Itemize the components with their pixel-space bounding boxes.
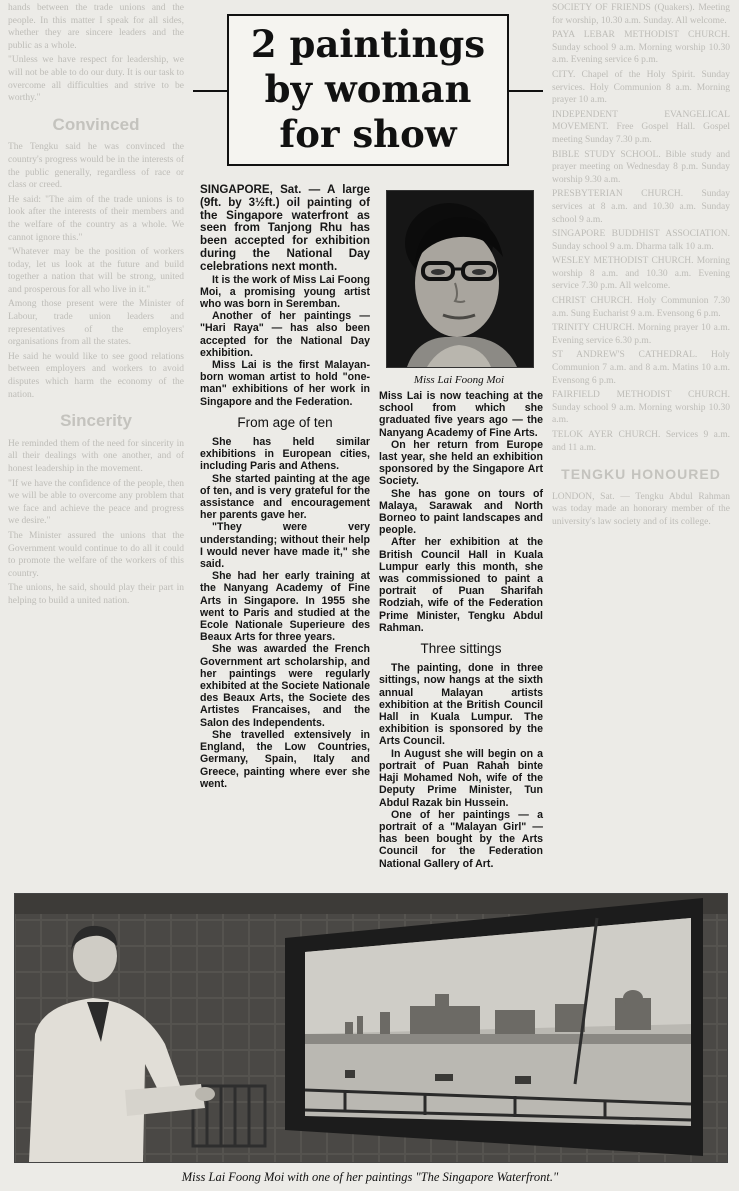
article-paragraph: She was awarded the French Government art scholarship, and her paintings were regularly exhibited at the Societe Nationale des Beaux Arts, the Societe des Artistes Francaises, and the Salon des Independents. bbox=[200, 643, 370, 729]
headline-line-2: by woman bbox=[264, 67, 472, 111]
headline-line-1: 2 paintings bbox=[250, 22, 486, 66]
article-paragraph: On her return from Europe last year, she held an exhibition sponsored by the Singapore Art Society. bbox=[379, 438, 543, 488]
headline-rule-right bbox=[509, 90, 543, 92]
painting-photo-image bbox=[15, 894, 727, 1162]
article-paragraph: Another of her paintings — "Hari Raya" — has also been accepted for the National Day exhibition. bbox=[200, 310, 370, 359]
article-paragraph: One of her paintings — a portrait of a "Malayan Girl" — has been bought by the Arts Council for the Federation National Gallery of Art. bbox=[379, 808, 543, 870]
article-paragraph: In August she will begin on a portrait of Puan Rahah binte Haji Mohamed Noh, wife of the Deputy Prime Minister, Tun Abdul Razak bin Hussein. bbox=[379, 747, 543, 809]
headline-line-3: for show bbox=[279, 112, 457, 156]
adjacent-heading-tengku-honoured: TENGKU HONOURED bbox=[561, 466, 721, 483]
article-column-1 bbox=[200, 184, 370, 790]
portrait-caption: Miss Lai Foong Moi bbox=[413, 374, 505, 386]
adjacent-article-left: hands between the trade unions and the people. In this matter I speak for all sides, whether they are sincere leaders and the public as a whole. "Unless we have respect for leadership, we will not be able to do our duty. It is our task to overcome all difficulties and strive to be worthy." Convinced The Tengku said he was convinced the country's progress would be in the interests of the public generally, regardless of race or class or creed. He said: "The aim of the trade unions is to look after the interests of their members and the welfare of the country as a whole. We cannot ignore this." "Whatever may be the position of workers today, let us look at the future and build together a nation that will be strong, united and prosperous for all who live in it." Among those present were the Minister of Labour, trade union leaders and representatives of the employers' organisations from all the states. He said he would like to see good relations between employers and workers to avoid disputes which harm the economy of the nation. Sincerity He reminded them of the need for sincerity in all their dealings with one another, and of honest leadership in the movement. "If we have the confidence of the people, then we will be able to overcome any problem that we face and achieve the peace and progress we desire." The Minister assured the unions that the Government would continue to do all it could to promote the welfare of the workers of this country. The unions, he said, should play their part in helping to build a united nation. bbox=[8, 3, 184, 606]
article-column-2 bbox=[379, 390, 543, 870]
article-paragraph: After her exhibition at the British Council Hall in Kuala Lumpur early this month, she was commissioned to paint a portrait of Puan Sharifah Rodziah, wife of the Federation Prime Minister, Tengku Abdul Rahman. bbox=[379, 536, 543, 634]
subheading-three-sittings: Three sittings bbox=[420, 641, 502, 657]
article-paragraph: She has held similar exhibitions in European cities, including Paris and Athens. bbox=[200, 436, 370, 473]
adjacent-heading-convinced: Convinced bbox=[52, 114, 140, 134]
headline-rule-left bbox=[193, 90, 227, 92]
adjacent-heading-sincerity: Sincerity bbox=[60, 411, 132, 431]
adjacent-notices-right: SOCIETY OF FRIENDS (Quakers). Meeting for worship, 10.30 a.m. Sunday. All welcome. PAYA LEBAR METHODIST CHURCH. Sunday school 9 a.m. Morning worship 10.30 a.m. Evening service 6 p.m. CITY. Chapel of the Holy Spirit. Sunday services. Holy Communion 8 a.m. Morning prayer 10 a.m. INDEPENDENT EVANGELICAL MOVEMENT. Free Gospel Hall. Gospel meeting Sunday 7.30 p.m. BIBLE STUDY SCHOOL. Bible study and prayer meeting on Wednesday 8 p.m. Sunday worship 9.30 a.m. PRESBYTERIAN CHURCH. Sunday services at 8 a.m. and 10.30 a.m. Sunday school 9 a.m. SINGAPORE BUDDHIST ASSOCIATION. Sunday school 9 a.m. Dharma talk 10 a.m. WESLEY METHODIST CHURCH. Morning worship 8 a.m. and 10.30 a.m. Evening service 7.30 p.m. All welcome. CHRIST CHURCH. Holy Communion 7.30 a.m. Sung Eucharist 9 a.m. Evensong 6 p.m. TRINITY CHURCH. Morning prayer 10 a.m. Evening service 6.30 p.m. ST ANDREW'S CATHEDRAL. Holy Communion 7 a.m. and 8 a.m. Matins 10 a.m. Evensong 6 p.m. FAIRFIELD METHODIST CHURCH. Sunday school 9 a.m. Morning worship 10.30 a.m. TELOK AYER CHURCH. Services 9 a.m. and 11 a.m. TENGKU HONOURED LONDON, Sat. — Tengku Abdul Rahman was today made an honorary member of the university's law society and of its college. bbox=[552, 3, 730, 527]
portrait-photo bbox=[386, 190, 534, 368]
lead-paragraph: SINGAPORE, Sat. — A large (9ft. by 3½ft.) oil painting of the Singapore waterfront as seen from Tanjong Rhu has been accepted for exhibition during the National Day celebrations next month. bbox=[200, 183, 370, 273]
article-paragraph: She has gone on tours of Malaya, Sarawak and North Borneo to paint landscapes and people. bbox=[379, 487, 543, 537]
article-paragraph: "They were very understanding; without their help I would never have made it," she said. bbox=[200, 521, 370, 571]
article-paragraph: She travelled extensively in England, the Low Countries, Germany, Spain, Italy and Greece, painting where ever she went. bbox=[200, 728, 370, 790]
subheading-from-age-of-ten: From age of ten bbox=[237, 414, 333, 430]
photo-caption: Miss Lai Foong Moi with one of her paintings "The Singapore Waterfront." bbox=[181, 1170, 559, 1184]
headline-box bbox=[227, 14, 509, 166]
article-paragraph: The painting, done in three sittings, now hangs at the sixth annual Malayan artists exhibition at the British Council Hall in Kuala Lumpur. The exhibition is sponsored by the Arts Council. bbox=[379, 662, 543, 748]
article-paragraph: She had her early training at the Nanyang Academy of Fine Arts in Singapore. In 1955 she went to Paris and studied at the Ecole Nationale Superieure des Beaux Arts for three years. bbox=[200, 570, 370, 644]
article-paragraph: Miss Lai is now teaching at the school from which she graduated five years ago — the Nanyang Academy of Fine Arts. bbox=[379, 390, 543, 439]
article-paragraph: It is the work of Miss Lai Foong Moi, a promising young artist who was born in Seremban. bbox=[200, 273, 370, 310]
waterfront-painting-photo bbox=[14, 893, 728, 1163]
article-paragraph: Miss Lai is the first Malayan-born woman artist to hold "one-man" exhibitions of her work in Singapore and the Federation. bbox=[200, 359, 370, 408]
article-paragraph: She started painting at the age of ten, and is very grateful for the assistance and encouragement her parents gave her. bbox=[200, 472, 370, 522]
portrait-image bbox=[387, 191, 533, 367]
